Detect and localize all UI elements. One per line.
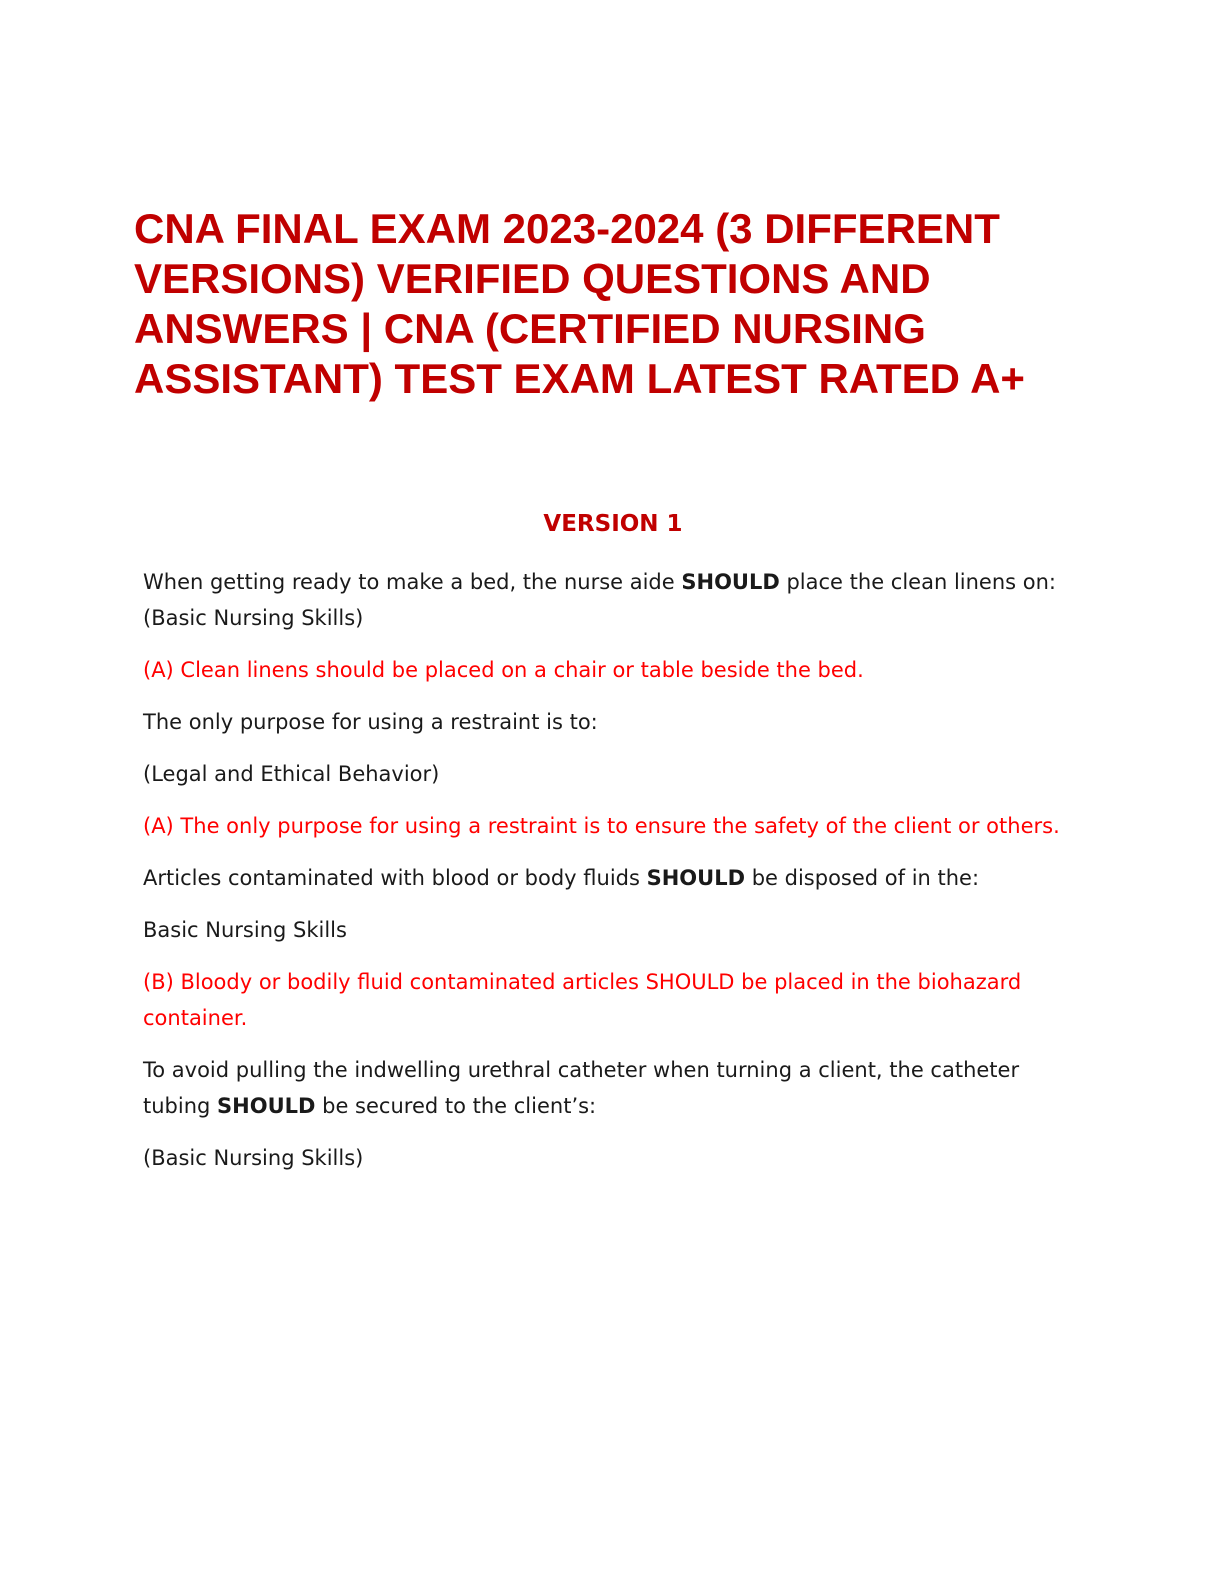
- question-4: [143, 1052, 1083, 1124]
- question-4-emphasis: SHOULD: [217, 1094, 316, 1118]
- question-2: The only purpose for using a restraint is to:: [143, 710, 598, 734]
- question-3-text-end: be disposed of in the:: [745, 866, 980, 890]
- version-heading: VERSION 1: [543, 511, 683, 537]
- answer-3: (B) Bloody or bodily fluid contaminated articles SHOULD be placed in the biohazard container.: [143, 970, 1022, 1030]
- answer-1: (A) Clean linens should be placed on a chair or table beside the bed.: [143, 658, 864, 682]
- answer-2: (A) The only purpose for using a restraint is to ensure the safety of the client or others.: [143, 814, 1060, 838]
- question-1-text-end: place the clean linens on: (Basic Nursing Skills): [143, 570, 1056, 630]
- question-1-emphasis: SHOULD: [681, 570, 780, 594]
- question-3-text-start: Articles contaminated with blood or body fluids: [143, 866, 647, 890]
- question-3: [143, 860, 1083, 896]
- question-1: [143, 564, 1083, 636]
- question-4-text-end: be secured to the client’s:: [315, 1094, 597, 1118]
- document-title: CNA FINAL EXAM 2023-2024 (3 DIFFERENT VERSIONS) VERIFIED QUESTIONS AND ANSWERS | CNA (CERTIFIED NURSING ASSISTANT) TEST EXAM LATEST RATED A+: [134, 205, 1025, 402]
- question-4-text-start: To avoid pulling the indwelling urethral catheter when turning a client, the catheter tubing: [143, 1058, 1020, 1118]
- question-4-category: (Basic Nursing Skills): [143, 1146, 364, 1170]
- question-1-text-start: When getting ready to make a bed, the nurse aide: [143, 570, 682, 594]
- question-3-emphasis: SHOULD: [646, 866, 746, 890]
- document-body: [143, 508, 1083, 1192]
- question-2-category: (Legal and Ethical Behavior): [143, 762, 440, 786]
- question-3-category: Basic Nursing Skills: [143, 918, 347, 942]
